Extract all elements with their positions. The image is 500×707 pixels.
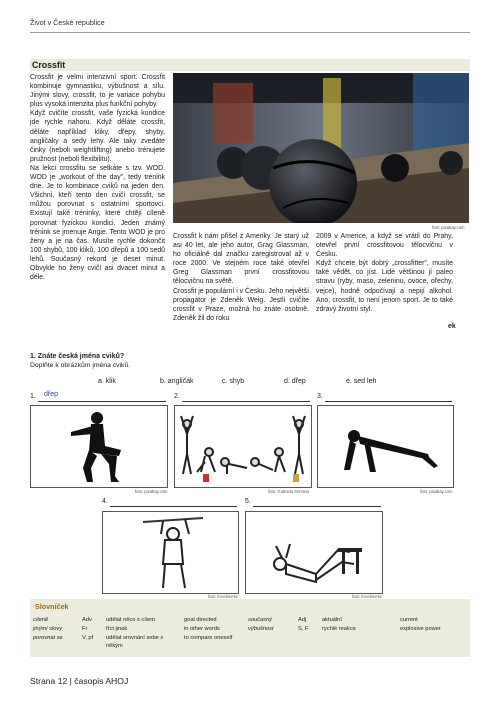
item-number: 2. (174, 393, 180, 400)
answer-text[interactable]: dřep (44, 391, 59, 398)
photo-credit: foto: pixabay.com (432, 225, 465, 230)
vocabulary-box (30, 599, 470, 657)
photo-credit: foto: Everkinetic (208, 594, 238, 599)
word-option: d. dřep (284, 378, 306, 385)
paragraph: Když chcete být dobrý „crossfitter", musíte také vědět, co jíst. Lidé většinou jí paleo stravu (ryby, maso, zeleninu, ovoce, ořechy, vejce), hodně odpočívají a nepijí alkohol. Ano, crossfit, to není jenom sport. Je to také zdravý životní styl. (316, 260, 453, 313)
page-footer: Strana 12 | časopis AHOJ (30, 676, 129, 686)
squat-figure-box (30, 405, 168, 488)
photo-credit: foto: Gabriela Serrano (268, 489, 310, 494)
vocab-term: cíleně (33, 617, 49, 623)
answer-line[interactable] (182, 401, 310, 402)
vocab-definition: aktuální (322, 617, 342, 623)
crossfit-gym-photo (173, 73, 469, 223)
situp-figure-box (245, 511, 383, 594)
paragraph: Když cvičíte crossfit, vaše fyzická kondice jde rychle nahoru. Když děláte crossfit, děláte například kliky, dřepy, shyby, angličáky a sedy lehy. Ale taky zvedáte činky (neboli weightlifting) anebo trénujete pružnost (neboli flexibilitu). (30, 110, 165, 163)
section-title-bar (30, 59, 470, 71)
paragraph: Crossfit k nám přišel z Ameriky. Je starý už asi 40 let, ale jeho autor, Grag Glassman, ho oficiálně dal značku zaregistroval až v roce 2000. Ve stejném roce také otevřel Greg Glassman první crossfitovou tělocvičnu na světě. (173, 233, 309, 286)
vocab-definition: udělat něco s cílem (106, 617, 156, 623)
vocab-term: současný (248, 617, 273, 623)
article-column-2 (173, 232, 309, 323)
vocab-english: goal directed (184, 617, 217, 623)
squat-figure-icon (31, 406, 167, 487)
pushup-figure-icon (318, 406, 453, 487)
vocab-english: in other words (184, 626, 220, 632)
vocab-english: current (400, 617, 418, 623)
vocab-pos: S, F (298, 626, 309, 632)
paragraph: Crossfit je populární i v Česku. Jeho největší propagátor je Zdeněk Weig. Jestli cvičíte crossfit v Praze, možná ho znáte osobně. Zdeněk žil do roku (173, 287, 309, 322)
pushup-figure-box (317, 405, 454, 488)
paragraph: Crossfit je velmi intenzivní sport. Crossfit kombinuje gymnastiku, výbušnost a sílu. Jinými slovy, crossfit, to je variace pohybu plus vysoká intenzita plus funkční pohyby. (30, 74, 165, 109)
paragraph: 2009 v Americe, a když se vrátil do Prahy, otevřel první crossfitovou tělocvičnu v Česku. (316, 233, 453, 259)
vocab-english: explosive power (400, 626, 441, 632)
item-number: 3. (317, 393, 323, 400)
photo-credit: foto: Everkinetic (352, 594, 382, 599)
article-column-1 (30, 73, 165, 282)
answer-line[interactable] (253, 506, 381, 507)
photo-credit: foto: pixabay.com (420, 489, 453, 494)
photo-credit: foto: pixabay.com (135, 489, 168, 494)
exercise-instruction: Doplňte k obrázkům jména cviků. (30, 362, 131, 369)
word-option: b. angličák (160, 378, 194, 385)
vocab-pos: V, pf (82, 635, 94, 641)
answer-line[interactable] (110, 506, 237, 507)
vocab-term: porovnat se (33, 635, 63, 641)
pullup-figure-icon (103, 512, 238, 593)
article-column-3 (316, 232, 453, 314)
paragraph: Na lekci crossfitu se setkáte s tzv. WOD. WOD je „workout of the day", tedy trénink dne. Je to kombinace cviků na jeden den. Všichni, kteří tento den cvičí crossfit, se můžou porovnat s ostatními sportovci. Existují také tréninky, které chtějí cíleně porovnat fyzickou kondici. Jeden známý trénink se jmenuje Angie. Tento WOD je pro ženy a je na čas. Musíte rychle dokončit 100 shybů, 100 kliků, 100 dřepů a 100 sedů lehů. Současný rekord je deset minut. Obvykle ho ženy cvičí asi dvacet minut a déle. (30, 164, 165, 282)
vocab-term: výbušnost (248, 626, 274, 632)
exercise-title: 1. Znáte česká jména cviků? (30, 353, 125, 360)
situp-figure-icon (246, 512, 382, 593)
article-title: Crossfit (32, 60, 66, 70)
vocab-term: jinými slovy (33, 626, 63, 632)
item-number: 5. (245, 498, 251, 505)
word-option: c. shyb (222, 378, 245, 385)
burpee-figure-box (174, 405, 312, 488)
word-option: a. klik (98, 378, 116, 385)
burpee-sequence-icon (175, 406, 311, 487)
vocab-definition: udělat srovnání sebe s někým (106, 635, 164, 649)
vocab-pos: Adv (82, 617, 92, 623)
vocab-english: to compare oneself (184, 635, 233, 641)
answer-line[interactable] (38, 401, 166, 402)
item-number: 1. (30, 393, 36, 400)
pullup-figure-box (102, 511, 239, 594)
vocab-pos: Fr (82, 626, 88, 632)
vocab-pos: Adj (298, 617, 307, 623)
vocabulary-title: Slovníček (35, 602, 69, 611)
vocab-definition: říct jinak (106, 626, 128, 632)
vocab-definition: rychlé reakce (322, 626, 356, 632)
item-number: 4. (102, 498, 108, 505)
answer-line[interactable] (325, 401, 452, 402)
author-signature: ek (448, 323, 456, 330)
header-rule (30, 32, 470, 33)
running-header: Život v České republice (30, 18, 105, 27)
word-option: e. sed leh (346, 378, 377, 385)
